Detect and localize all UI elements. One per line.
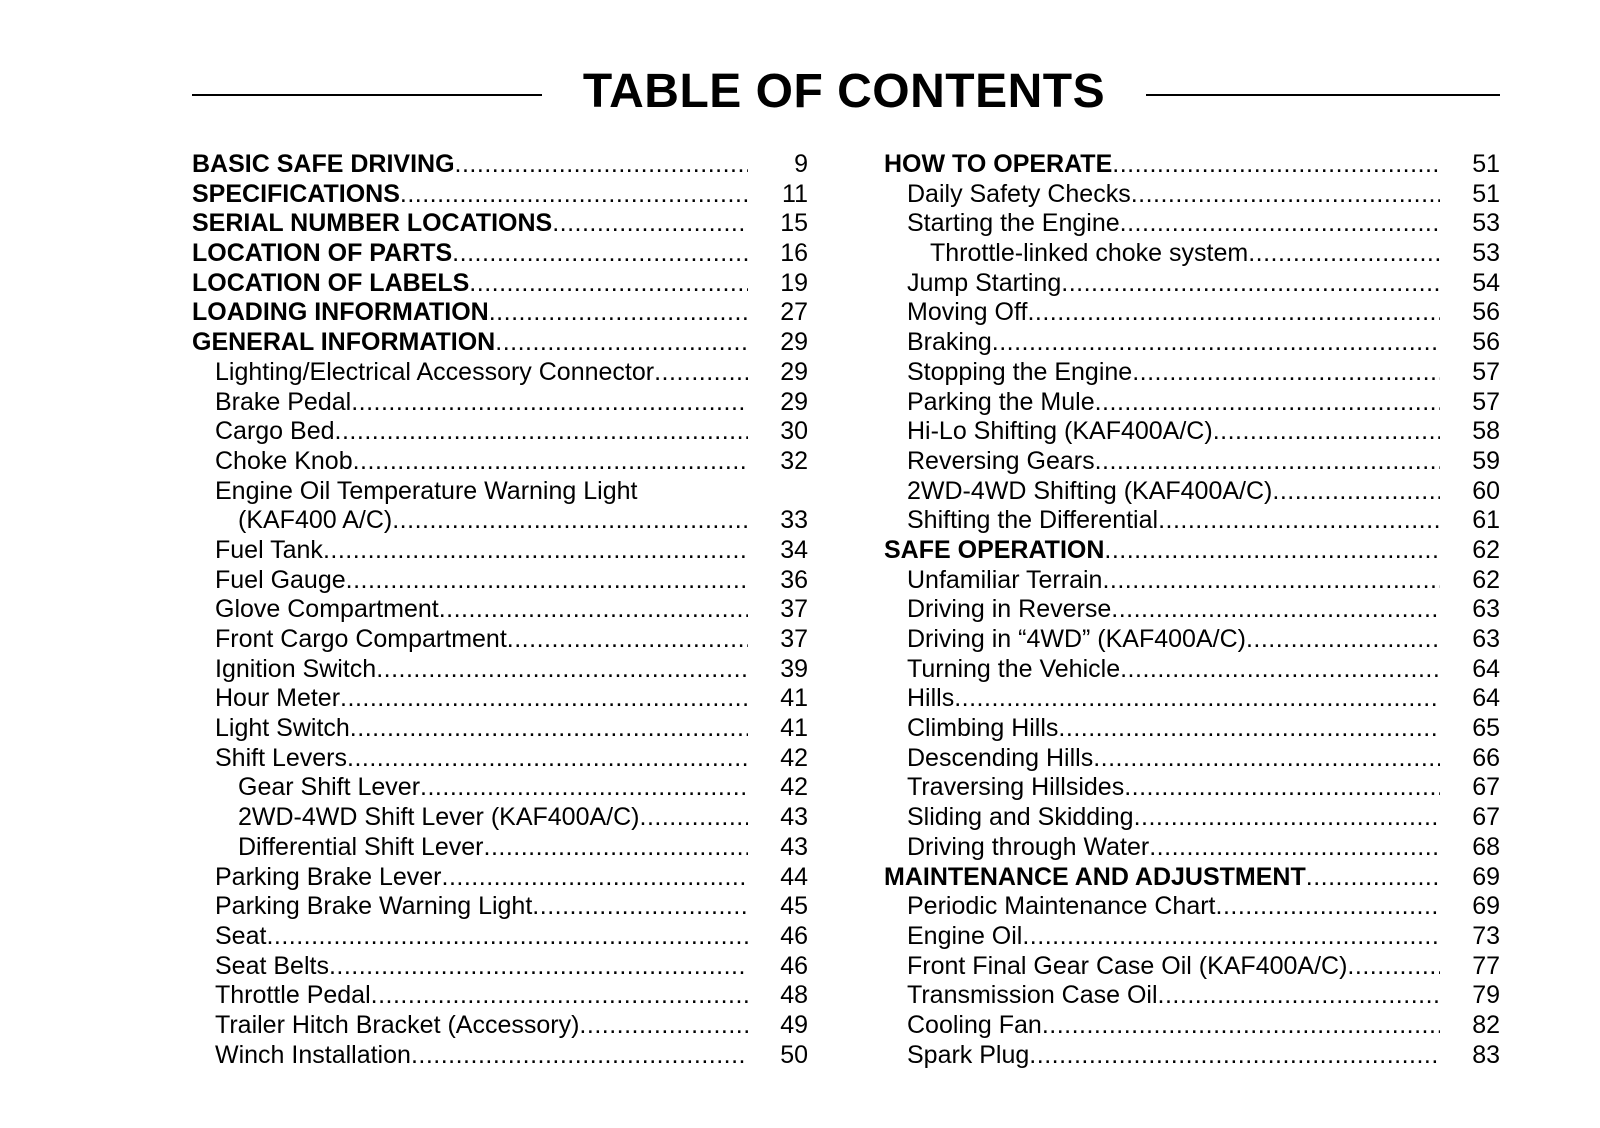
toc-page-number: 39 <box>780 654 808 683</box>
toc-leader-dots <box>1306 863 1440 893</box>
toc-entry[interactable] <box>192 833 808 863</box>
toc-page-number: 42 <box>780 743 808 772</box>
toc-leader-dots <box>323 536 748 566</box>
title-rule-right <box>1146 94 1500 96</box>
toc-entry-label: Light Switch <box>215 714 350 743</box>
toc-entry-label: Throttle Pedal <box>215 981 371 1010</box>
toc-leader-dots <box>1093 744 1440 774</box>
toc-leader-dots <box>484 833 749 863</box>
toc-leader-dots <box>329 952 748 982</box>
toc-page-number: 36 <box>780 565 808 594</box>
toc-entry[interactable] <box>884 358 1500 388</box>
toc-page-number: 30 <box>780 417 808 446</box>
toc-entry-label: Moving Off <box>907 298 1028 327</box>
toc-entry[interactable] <box>884 922 1500 952</box>
toc-page-number: 59 <box>1472 446 1500 475</box>
toc-leader-dots <box>335 417 748 447</box>
toc-entry[interactable] <box>192 744 808 774</box>
toc-entry-label: Unfamiliar Terrain <box>907 565 1103 594</box>
toc-page-number: 46 <box>780 921 808 950</box>
toc-page-number: 62 <box>1472 535 1500 564</box>
toc-entry[interactable] <box>192 803 808 833</box>
toc-page-number: 56 <box>1472 328 1500 357</box>
toc-entry-label: LOADING INFORMATION <box>192 298 489 327</box>
toc-leader-dots <box>1120 209 1440 239</box>
title-rule-left <box>192 94 542 96</box>
toc-entry-label: Traversing Hillsides <box>907 773 1125 802</box>
toc-leader-dots <box>1042 1011 1440 1041</box>
toc-entry[interactable] <box>192 981 808 1011</box>
toc-entry-label: Jump Starting <box>907 268 1062 297</box>
toc-page-number: 41 <box>780 714 808 743</box>
toc-page-number: 37 <box>780 625 808 653</box>
toc-page-number: 79 <box>1472 981 1500 1010</box>
toc-section-entry[interactable] <box>192 180 808 210</box>
toc-leader-dots <box>469 269 748 299</box>
toc-leader-dots <box>346 566 748 596</box>
toc-leader-dots <box>1246 625 1440 655</box>
toc-leader-dots <box>353 447 748 477</box>
toc-page-number: 32 <box>780 446 808 475</box>
toc-entry[interactable] <box>884 388 1500 418</box>
toc-entry[interactable] <box>884 328 1500 358</box>
toc-leader-dots <box>992 328 1440 358</box>
toc-entry-label: Front Final Gear Case Oil (KAF400A/C) <box>907 951 1348 980</box>
toc-entry-label: Parking Brake Warning Light <box>215 892 533 921</box>
toc-entry[interactable] <box>884 417 1500 447</box>
toc-entry-label: Spark Plug <box>907 1040 1030 1069</box>
toc-entry[interactable] <box>192 447 808 477</box>
toc-page-number: 51 <box>1472 179 1500 208</box>
toc-entry[interactable] <box>192 506 808 536</box>
toc-entry[interactable] <box>884 952 1500 982</box>
toc-leader-dots <box>1112 150 1440 180</box>
toc-entry[interactable] <box>192 773 808 803</box>
toc-entry-label: Seat <box>215 921 267 950</box>
toc-section-entry[interactable] <box>884 150 1500 180</box>
toc-page-number: 50 <box>780 1040 808 1069</box>
toc-entry-label: Cargo Bed <box>215 417 335 446</box>
toc-entry-label: Gear Shift Lever <box>238 773 421 802</box>
toc-entry-label: Braking <box>907 328 992 357</box>
toc-entry-label: Transmission Case Oil <box>907 981 1158 1010</box>
toc-leader-dots <box>1132 358 1440 388</box>
toc-entry-label: Hi-Lo Shifting (KAF400A/C) <box>907 417 1213 446</box>
toc-page-number: 63 <box>1472 595 1500 624</box>
toc-leader-dots <box>1111 595 1440 625</box>
toc-entry-label: LOCATION OF PARTS <box>192 239 453 268</box>
toc-page-number: 29 <box>780 328 808 357</box>
toc-leader-dots <box>376 655 748 685</box>
toc-page-number: 51 <box>1472 150 1500 178</box>
toc-page-number: 53 <box>1472 239 1500 268</box>
toc-entry[interactable] <box>884 566 1500 596</box>
toc-leader-dots <box>347 744 748 774</box>
toc-entry-label: Turning the Vehicle <box>907 654 1121 683</box>
toc-entry[interactable] <box>192 863 808 893</box>
toc-page-number: 77 <box>1472 951 1500 980</box>
toc-entry-label: Lighting/Electrical Accessory Connector <box>215 357 655 386</box>
toc-page-number: 66 <box>1472 743 1500 772</box>
toc-entry[interactable] <box>884 773 1500 803</box>
toc-entry-label: Daily Safety Checks <box>907 179 1131 208</box>
toc-leader-dots <box>1124 773 1440 803</box>
toc-entry[interactable] <box>192 566 808 596</box>
toc-entry[interactable] <box>192 952 808 982</box>
toc-page-number: 68 <box>1472 832 1500 861</box>
toc-leader-dots <box>1027 298 1440 328</box>
toc-entry-label: Periodic Maintenance Chart <box>907 892 1216 921</box>
toc-page-number: 83 <box>1472 1040 1500 1069</box>
toc-page-number: 69 <box>1472 862 1500 891</box>
toc-entry[interactable] <box>884 892 1500 922</box>
toc-entry-label: Fuel Tank <box>215 535 323 564</box>
toc-entry[interactable] <box>884 833 1500 863</box>
toc-leader-dots <box>1120 655 1440 685</box>
toc-leader-dots <box>442 863 748 893</box>
toc-leader-dots <box>640 803 749 833</box>
toc-page-number: 64 <box>1472 654 1500 683</box>
toc-entry[interactable] <box>884 180 1500 210</box>
toc-entry-label: Seat Belts <box>215 951 329 980</box>
toc-entry[interactable] <box>884 1011 1500 1041</box>
toc-page-number: 15 <box>780 209 808 238</box>
toc-page-number: 48 <box>780 981 808 1010</box>
toc-leader-dots <box>411 1041 748 1071</box>
toc-leader-dots <box>371 981 748 1011</box>
toc-page-number: 61 <box>1472 506 1500 535</box>
toc-page-number: 60 <box>1472 476 1500 505</box>
toc-page-number: 37 <box>780 595 808 624</box>
toc-entry-label: Cooling Fan <box>907 1010 1042 1039</box>
toc-entry-label: Shift Levers <box>215 743 348 772</box>
toc-leader-dots <box>350 714 748 744</box>
toc-entry-label: SPECIFICATIONS <box>192 179 400 208</box>
toc-entry-label: Hour Meter <box>215 684 341 713</box>
toc-entry-label: GENERAL INFORMATION <box>192 328 496 357</box>
toc-page-number: 41 <box>780 684 808 713</box>
toc-entry-label: Sliding and Skidding <box>907 803 1134 832</box>
toc-entry-label: Glove Compartment <box>215 595 439 624</box>
toc-leader-dots <box>579 1011 748 1041</box>
toc-entry[interactable] <box>192 1041 808 1071</box>
toc-entry-label: Choke Knob <box>215 446 353 475</box>
toc-page-number: 34 <box>780 535 808 564</box>
toc-leader-dots <box>1149 833 1440 863</box>
toc-entry-label: Trailer Hitch Bracket (Accessory) <box>215 1010 580 1039</box>
toc-entry-label: 2WD-4WD Shift Lever (KAF400A/C) <box>238 803 640 832</box>
toc-leader-dots <box>392 506 748 536</box>
toc-leader-dots <box>1058 714 1440 744</box>
toc-entry[interactable] <box>192 922 808 952</box>
page-title: TABLE OF CONTENTS <box>582 65 1106 118</box>
toc-page-number: 62 <box>1472 565 1500 594</box>
toc-page-number: 63 <box>1472 625 1500 653</box>
toc-entry[interactable] <box>884 981 1500 1011</box>
toc-entry[interactable] <box>192 388 808 418</box>
toc-page-number: 67 <box>1472 773 1500 802</box>
toc-page-number: 54 <box>1472 268 1500 297</box>
toc-entry[interactable] <box>884 595 1500 625</box>
toc-entry-label: Shifting the Differential <box>907 506 1159 535</box>
toc-entry-label: 2WD-4WD Shifting (KAF400A/C) <box>907 476 1273 505</box>
toc-page-number: 65 <box>1472 714 1500 743</box>
toc-section-entry[interactable] <box>884 863 1500 893</box>
toc-entry[interactable] <box>192 892 808 922</box>
toc-entry-label: Descending Hills <box>907 743 1094 772</box>
toc-page-number: 57 <box>1472 387 1500 416</box>
toc-leader-dots <box>1029 1041 1440 1071</box>
toc-page-number: 43 <box>780 832 808 861</box>
toc-entry[interactable] <box>884 655 1500 685</box>
toc-leader-dots <box>400 180 748 210</box>
toc-entry-label: Engine Oil Temperature Warning Light <box>215 476 638 505</box>
toc-page-number: 67 <box>1472 803 1500 832</box>
toc-page-number: 42 <box>780 773 808 802</box>
toc-entry[interactable] <box>884 506 1500 536</box>
toc-entry[interactable] <box>884 239 1500 269</box>
toc-leader-dots <box>1213 417 1440 447</box>
toc-entry[interactable] <box>192 714 808 744</box>
toc-entry[interactable] <box>884 803 1500 833</box>
toc-entry-label: Driving in “4WD” (KAF400A/C) <box>907 625 1246 653</box>
toc-entry-label: Starting the Engine <box>907 209 1120 238</box>
toc-entry-label: LOCATION OF LABELS <box>192 268 470 297</box>
toc-entry[interactable] <box>884 269 1500 299</box>
toc-entry[interactable] <box>192 684 808 714</box>
toc-section-entry[interactable] <box>884 536 1500 566</box>
toc-leader-dots <box>507 625 748 655</box>
toc-page-number: 44 <box>780 862 808 891</box>
toc-page-number: 73 <box>1472 921 1500 950</box>
toc-entry-label: Stopping the Engine <box>907 357 1133 386</box>
toc-leader-dots <box>1216 892 1441 922</box>
toc-entry-label: Throttle-linked choke system <box>930 239 1249 268</box>
toc-entry[interactable] <box>192 417 808 447</box>
toc-leader-dots <box>1061 269 1440 299</box>
toc-entry-label: MAINTENANCE AND ADJUSTMENT <box>884 862 1306 891</box>
toc-entry-label: Parking Brake Lever <box>215 862 442 891</box>
toc-leader-dots <box>439 595 748 625</box>
toc-leader-dots <box>654 358 748 388</box>
toc-entry[interactable] <box>192 595 808 625</box>
toc-leader-dots <box>1134 803 1440 833</box>
toc-leader-dots <box>489 298 748 328</box>
toc-page-number: 64 <box>1472 684 1500 713</box>
toc-leader-dots <box>1102 566 1440 596</box>
toc-page-number: 56 <box>1472 298 1500 327</box>
toc-entry[interactable] <box>192 625 808 655</box>
toc-entry[interactable] <box>884 447 1500 477</box>
toc-entry[interactable] <box>192 1011 808 1041</box>
toc-page-number: 11 <box>782 179 808 208</box>
toc-entry[interactable] <box>192 536 808 566</box>
toc-page-number: 45 <box>780 892 808 921</box>
toc-section-entry[interactable] <box>192 239 808 269</box>
toc-page-number: 46 <box>780 951 808 980</box>
toc-entry-label: BASIC SAFE DRIVING <box>192 150 455 178</box>
toc-section-entry[interactable] <box>192 209 808 239</box>
toc-page-number: 27 <box>780 298 808 327</box>
toc-leader-dots <box>1095 388 1440 418</box>
toc-section-entry[interactable] <box>192 150 808 180</box>
toc-page-number: 57 <box>1472 357 1500 386</box>
toc-entry-label: Parking the Mule <box>907 387 1095 416</box>
toc-entry[interactable] <box>884 625 1500 655</box>
toc-page-number: 58 <box>1472 417 1500 446</box>
toc-leader-dots <box>1272 477 1440 507</box>
toc-leader-dots <box>351 388 748 418</box>
toc-leader-dots <box>1095 447 1440 477</box>
toc-entry-label: Fuel Gauge <box>215 565 346 594</box>
toc-leader-dots <box>452 239 748 269</box>
toc-page-number: 19 <box>780 268 808 297</box>
toc-leader-dots <box>1158 981 1440 1011</box>
toc-entry[interactable] <box>192 477 808 507</box>
toc-entry[interactable] <box>884 298 1500 328</box>
toc-leader-dots <box>266 922 748 952</box>
toc-leader-dots <box>532 892 748 922</box>
toc-entry[interactable] <box>884 209 1500 239</box>
toc-leader-dots <box>552 209 748 239</box>
toc-leader-dots <box>495 328 748 358</box>
toc-entry-label: Reversing Gears <box>907 446 1095 475</box>
toc-page-number: 33 <box>780 506 808 535</box>
toc-entry-label: SERIAL NUMBER LOCATIONS <box>192 209 553 238</box>
toc-entry-label: SAFE OPERATION <box>884 535 1105 564</box>
toc-entry-label: (KAF400 A/C) <box>238 506 393 535</box>
toc-entry-label: Differential Shift Lever <box>238 832 484 861</box>
toc-entry[interactable] <box>884 477 1500 507</box>
toc-leader-dots <box>1022 922 1440 952</box>
toc-leader-dots <box>1131 180 1440 210</box>
toc-page-number: 9 <box>794 150 808 178</box>
toc-leader-dots <box>1347 952 1440 982</box>
toc-section-entry[interactable] <box>192 328 808 358</box>
toc-page-number: 49 <box>780 1010 808 1039</box>
toc-leader-dots <box>1248 239 1440 269</box>
toc-entry-label: HOW TO OPERATE <box>884 150 1113 178</box>
toc-leader-dots <box>1158 506 1440 536</box>
toc-page-number: 82 <box>1472 1010 1500 1039</box>
toc-entry[interactable] <box>884 744 1500 774</box>
toc-entry-label: Hills <box>907 684 955 713</box>
toc-entry-label: Ignition Switch <box>215 654 377 683</box>
toc-entry[interactable] <box>884 1041 1500 1071</box>
toc-entry-label: Engine Oil <box>907 921 1023 950</box>
toc-entry-label: Driving in Reverse <box>907 595 1112 624</box>
toc-entry[interactable] <box>884 684 1500 714</box>
toc-leader-dots <box>420 773 748 803</box>
toc-page-number: 53 <box>1472 209 1500 238</box>
toc-leader-dots <box>954 684 1440 714</box>
toc-entry-label: Brake Pedal <box>215 387 352 416</box>
toc-page-number: 16 <box>780 239 808 268</box>
title-header <box>192 62 1500 122</box>
toc-leader-dots <box>1104 536 1440 566</box>
toc-entry-label: Winch Installation <box>215 1040 411 1069</box>
toc-page-number: 69 <box>1472 892 1500 921</box>
toc-entry-label: Front Cargo Compartment <box>215 625 507 653</box>
toc-entry-label: Driving through Water <box>907 832 1150 861</box>
toc-page-number: 29 <box>780 387 808 416</box>
toc-entry[interactable] <box>884 714 1500 744</box>
toc-entry[interactable] <box>192 358 808 388</box>
toc-page-number: 29 <box>780 357 808 386</box>
toc-page-number: 43 <box>780 803 808 832</box>
toc-section-entry[interactable] <box>192 269 808 299</box>
toc-right-column <box>884 150 1500 1070</box>
toc-entry[interactable] <box>192 655 808 685</box>
toc-left-column <box>192 150 808 1070</box>
toc-section-entry[interactable] <box>192 298 808 328</box>
toc-entry-label: Climbing Hills <box>907 714 1059 743</box>
toc-leader-dots <box>340 684 748 714</box>
toc-leader-dots <box>455 150 748 180</box>
